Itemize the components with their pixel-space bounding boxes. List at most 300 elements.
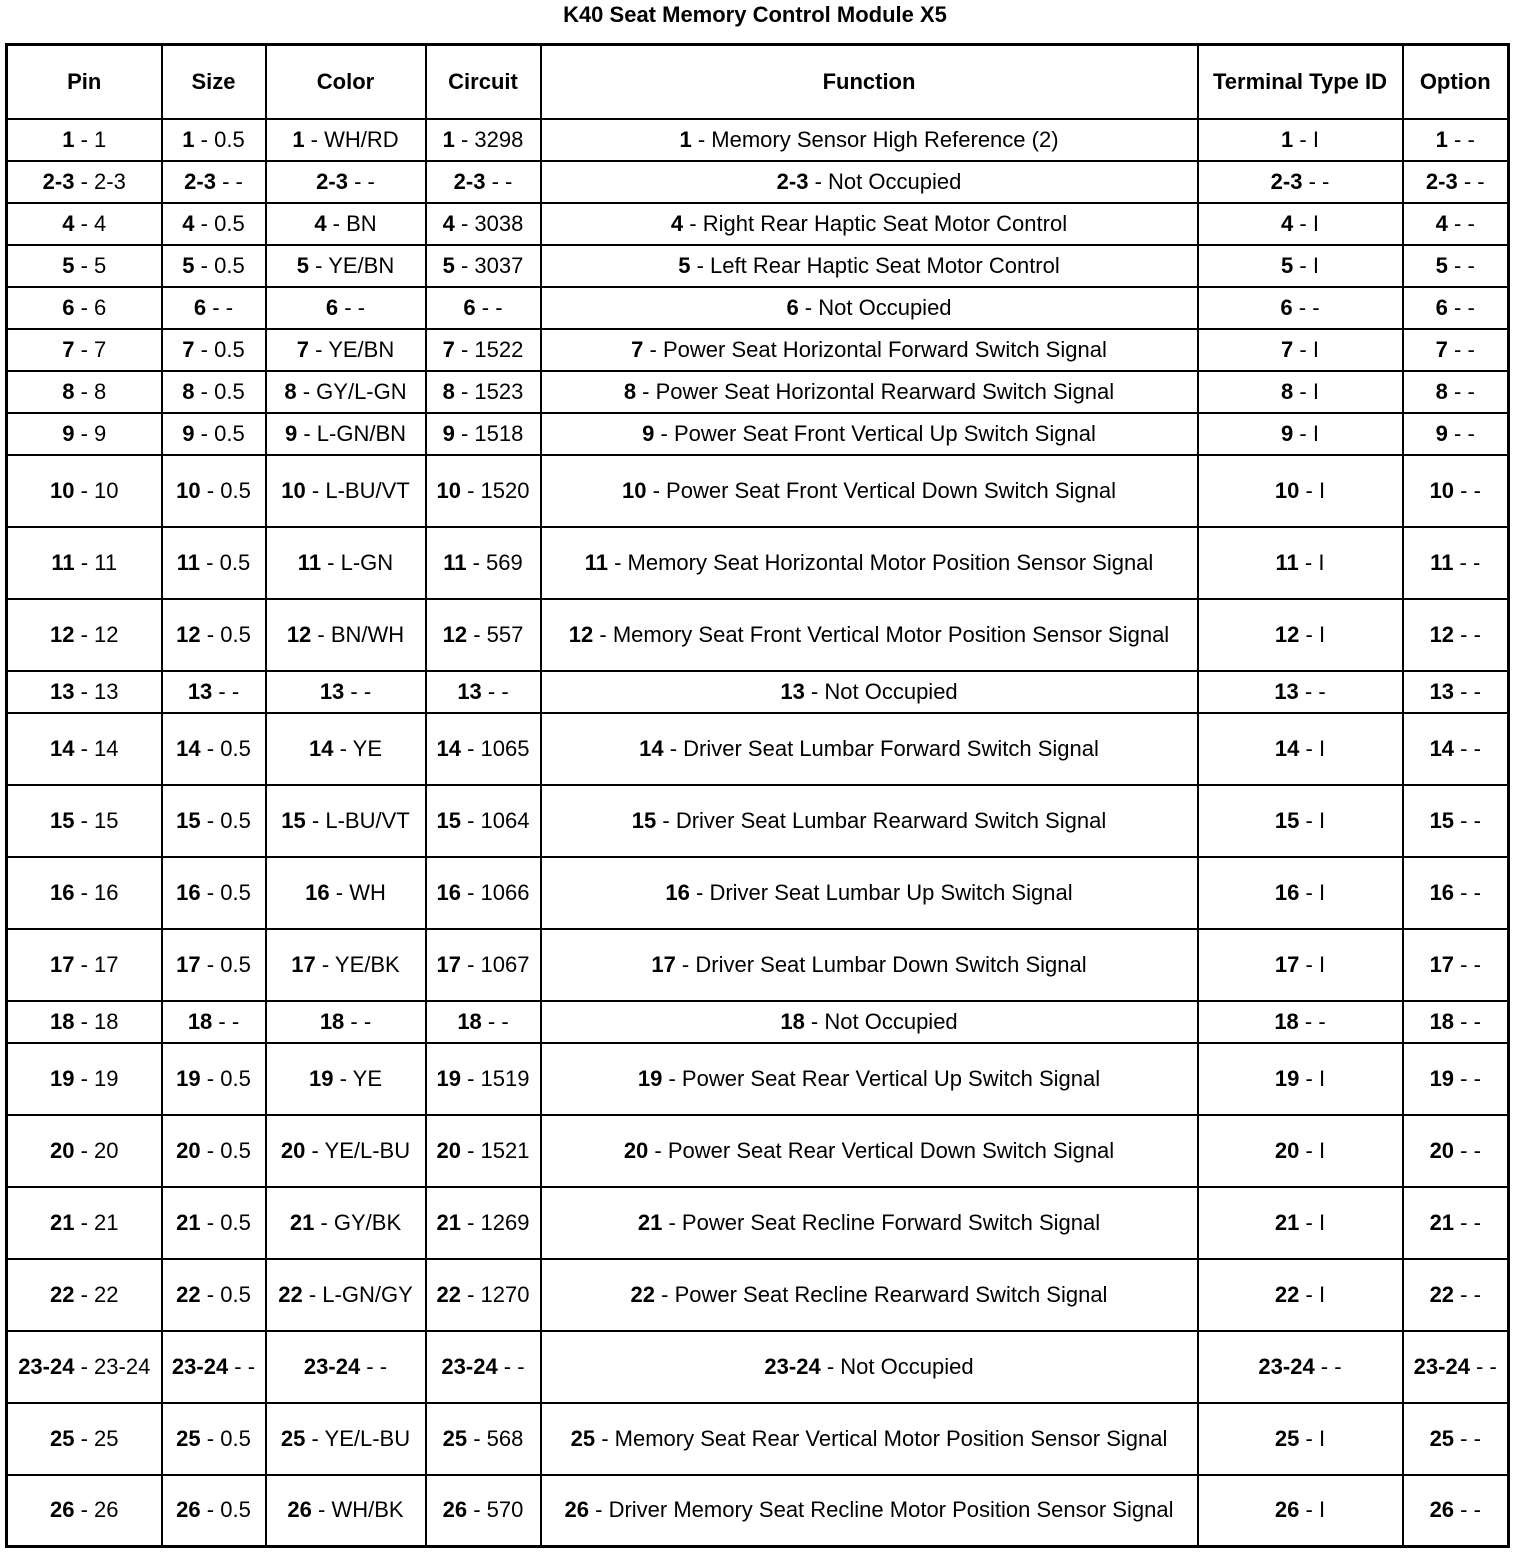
cell-function: 6 - Not Occupied xyxy=(541,287,1198,329)
cell-size-key: 15 xyxy=(176,807,201,833)
cell-circuit-key: 1 xyxy=(442,126,455,152)
cell-terminal-value: I xyxy=(1312,378,1319,404)
cell-terminal-value: I xyxy=(1312,210,1319,236)
cell-circuit-key: 2-3 xyxy=(453,168,486,194)
table-row xyxy=(7,371,1509,413)
cell-function-key: 7 xyxy=(631,336,644,362)
cell-color-value: GY/L-GN xyxy=(316,378,407,404)
cell-circuit-value: 1523 xyxy=(474,378,524,404)
cell-function: 5 - Left Rear Haptic Seat Motor Control xyxy=(541,245,1198,287)
cell-function-value: Driver Memory Seat Recline Motor Position Sensor Signal xyxy=(608,1497,1174,1523)
cell-pin-key: 18 xyxy=(49,1008,75,1034)
cell-terminal-key: 8 xyxy=(1281,378,1294,404)
cell-size-key: 6 xyxy=(193,294,207,320)
cell-terminal-value: I xyxy=(1312,252,1319,278)
cell-function: 19 - Power Seat Rear Vertical Up Switch Signal xyxy=(541,1043,1198,1115)
cell-pin-value: 9 xyxy=(94,420,107,446)
cell-size-value: - xyxy=(225,294,234,320)
cell-option: 10 - - xyxy=(1403,455,1509,527)
cell-circuit-value: 3037 xyxy=(474,252,524,278)
cell-color-value: YE/L-BU xyxy=(324,1137,411,1163)
cell-terminal: 22 - I xyxy=(1198,1259,1403,1331)
cell-size: 22 - 0.5 xyxy=(162,1259,266,1331)
cell-terminal: 10 - I xyxy=(1198,455,1403,527)
cell-circuit-value: - xyxy=(517,1353,525,1379)
cell-pin-value: 20 xyxy=(94,1137,119,1163)
cell-circuit-value: 1067 xyxy=(480,951,530,977)
cell-option: 21 - - xyxy=(1403,1187,1509,1259)
cell-terminal-key: 2-3 xyxy=(1270,168,1303,194)
cell-terminal: 15 - I xyxy=(1198,785,1403,857)
cell-option-key: 15 xyxy=(1429,807,1455,833)
table-row xyxy=(7,1259,1509,1331)
cell-function: 25 - Memory Seat Rear Vertical Motor Position Sensor Signal xyxy=(541,1403,1198,1475)
cell-circuit-key: 22 xyxy=(436,1281,461,1307)
table-row xyxy=(7,1475,1509,1547)
table-row xyxy=(7,119,1509,161)
cell-circuit: 7 - 1522 xyxy=(426,329,541,371)
cell-size: 4 - 0.5 xyxy=(162,203,266,245)
cell-color: 22 - L-GN/GY xyxy=(266,1259,426,1331)
cell-option-key: 11 xyxy=(1430,549,1454,575)
cell-circuit-key: 17 xyxy=(436,951,461,977)
cell-function-value: Driver Seat Lumbar Down Switch Signal xyxy=(695,951,1087,977)
cell-color: 9 - L-GN/BN xyxy=(266,413,426,455)
cell-circuit-value: 568 xyxy=(486,1425,524,1451)
cell-color-key: 8 xyxy=(284,378,297,404)
cell-circuit-value: 557 xyxy=(486,621,524,647)
col-header-color: Color xyxy=(266,45,426,119)
cell-option: 26 - - xyxy=(1403,1475,1509,1547)
cell-circuit-key: 12 xyxy=(442,621,468,647)
cell-pin: 16 - 16 xyxy=(7,857,162,929)
cell-color: 26 - WH/BK xyxy=(266,1475,426,1547)
cell-color-key: 19 xyxy=(309,1065,334,1091)
cell-function: 23-24 - Not Occupied xyxy=(541,1331,1198,1403)
cell-circuit: 2-3 - - xyxy=(426,161,541,203)
cell-color: 14 - YE xyxy=(266,713,426,785)
cell-size-value: 0.5 xyxy=(214,378,245,404)
cell-color-value: YE/BN xyxy=(328,252,395,278)
table-row xyxy=(7,287,1509,329)
cell-circuit: 19 - 1519 xyxy=(426,1043,541,1115)
cell-terminal-key: 25 xyxy=(1274,1425,1300,1451)
cell-color-value: GY/BK xyxy=(333,1209,402,1235)
cell-option: 17 - - xyxy=(1403,929,1509,1001)
cell-color: 8 - GY/L-GN xyxy=(266,371,426,413)
cell-terminal-key: 14 xyxy=(1274,735,1300,761)
cell-function-key: 9 xyxy=(642,420,655,446)
cell-terminal-value: I xyxy=(1318,735,1326,761)
cell-circuit-key: 14 xyxy=(436,735,461,761)
cell-circuit-value: 1518 xyxy=(474,420,524,446)
cell-option-key: 21 xyxy=(1429,1209,1455,1235)
cell-option-key: 9 xyxy=(1435,420,1448,446)
cell-option-value: - xyxy=(1489,1353,1497,1379)
cell-circuit-value: 3298 xyxy=(474,126,524,152)
cell-terminal-key: 1 xyxy=(1281,126,1294,152)
cell-size: 19 - 0.5 xyxy=(162,1043,266,1115)
cell-circuit-key: 10 xyxy=(436,477,461,503)
cell-option: 22 - - xyxy=(1403,1259,1509,1331)
cell-function-value: Not Occupied xyxy=(840,1353,974,1379)
cell-circuit-value: - xyxy=(501,678,509,704)
col-header-terminal-type-id: Terminal Type ID xyxy=(1198,45,1403,119)
cell-terminal-value: I xyxy=(1318,879,1326,905)
cell-pin-value: 25 xyxy=(94,1425,119,1451)
cell-option: 8 - - xyxy=(1403,371,1509,413)
cell-pin-key: 12 xyxy=(49,621,75,647)
cell-size: 21 - 0.5 xyxy=(162,1187,266,1259)
cell-option: 23-24 - - xyxy=(1403,1331,1509,1403)
cell-pin-key: 16 xyxy=(49,879,75,905)
cell-size: 14 - 0.5 xyxy=(162,713,266,785)
cell-function: 9 - Power Seat Front Vertical Up Switch Signal xyxy=(541,413,1198,455)
cell-circuit: 16 - 1066 xyxy=(426,857,541,929)
table-row xyxy=(7,1043,1509,1115)
cell-color-key: 25 xyxy=(280,1425,306,1451)
cell-color-value: YE/L-BU xyxy=(324,1425,411,1451)
cell-pin-value: 5 xyxy=(94,252,107,278)
cell-size: 13 - - xyxy=(162,671,266,713)
cell-circuit-value: 1269 xyxy=(480,1209,530,1235)
cell-function: 13 - Not Occupied xyxy=(541,671,1198,713)
cell-function-key: 5 xyxy=(678,252,691,278)
cell-color-value: BN xyxy=(346,210,377,236)
cell-function-key: 6 xyxy=(786,294,799,320)
table-row xyxy=(7,599,1509,671)
cell-terminal-value: I xyxy=(1318,549,1325,575)
cell-color-value: WH/RD xyxy=(324,126,399,152)
cell-function: 8 - Power Seat Horizontal Rearward Switch Signal xyxy=(541,371,1198,413)
cell-option: 20 - - xyxy=(1403,1115,1509,1187)
cell-color-value: - xyxy=(363,678,372,704)
cell-pin-value: 16 xyxy=(94,879,119,905)
cell-terminal-value: I xyxy=(1318,807,1326,833)
cell-option: 19 - - xyxy=(1403,1043,1509,1115)
cell-pin-value: 6 xyxy=(94,294,107,320)
cell-circuit: 11 - 569 xyxy=(426,527,541,599)
cell-size-value: 0.5 xyxy=(220,807,251,833)
cell-pin: 18 - 18 xyxy=(7,1001,162,1043)
cell-terminal-value: I xyxy=(1318,621,1326,647)
cell-pin-value: 7 xyxy=(94,336,107,362)
cell-pin: 5 - 5 xyxy=(7,245,162,287)
cell-terminal-key: 20 xyxy=(1274,1137,1300,1163)
cell-option: 14 - - xyxy=(1403,713,1509,785)
cell-pin: 13 - 13 xyxy=(7,671,162,713)
table-row xyxy=(7,245,1509,287)
cell-circuit-key: 11 xyxy=(443,549,467,575)
table-row xyxy=(7,329,1509,371)
cell-size: 1 - 0.5 xyxy=(162,119,266,161)
cell-pin: 9 - 9 xyxy=(7,413,162,455)
cell-color-key: 16 xyxy=(305,879,330,905)
cell-pin: 25 - 25 xyxy=(7,1403,162,1475)
cell-size-value: 0.5 xyxy=(220,1497,251,1523)
cell-pin-value: 15 xyxy=(94,807,119,833)
cell-color-key: 18 xyxy=(319,1008,345,1034)
cell-option-key: 6 xyxy=(1435,294,1448,320)
cell-color: 7 - YE/BN xyxy=(266,329,426,371)
cell-terminal-key: 7 xyxy=(1281,336,1294,362)
cell-color-value: YE/BN xyxy=(328,336,395,362)
cell-pin-key: 6 xyxy=(62,294,75,320)
cell-terminal: 18 - - xyxy=(1198,1001,1403,1043)
cell-terminal: 13 - - xyxy=(1198,671,1403,713)
table-row xyxy=(7,527,1509,599)
cell-color-key: 7 xyxy=(296,336,310,362)
cell-option: 9 - - xyxy=(1403,413,1509,455)
cell-size-key: 13 xyxy=(187,678,213,704)
cell-option-value: - xyxy=(1473,477,1481,503)
cell-pin: 7 - 7 xyxy=(7,329,162,371)
cell-circuit-value: 1519 xyxy=(480,1065,530,1091)
cell-circuit-key: 8 xyxy=(442,378,455,404)
cell-size-value: - xyxy=(231,1008,240,1034)
cell-option-key: 12 xyxy=(1429,621,1455,647)
cell-pin: 17 - 17 xyxy=(7,929,162,1001)
cell-color-key: 12 xyxy=(286,621,312,647)
cell-function: 15 - Driver Seat Lumbar Rearward Switch Signal xyxy=(541,785,1198,857)
cell-color-key: 4 xyxy=(314,210,327,236)
cell-circuit-value: 3038 xyxy=(474,210,524,236)
cell-option-value: - xyxy=(1467,378,1475,404)
cell-option-value: - xyxy=(1473,1065,1481,1091)
cell-size-key: 18 xyxy=(187,1008,213,1034)
table-row xyxy=(7,203,1509,245)
cell-function-key: 21 xyxy=(637,1209,663,1235)
cell-pin-key: 13 xyxy=(49,678,75,704)
cell-circuit-key: 6 xyxy=(463,294,476,320)
cell-terminal: 17 - I xyxy=(1198,929,1403,1001)
cell-color: 17 - YE/BK xyxy=(266,929,426,1001)
cell-pin-value: 8 xyxy=(94,378,107,404)
cell-circuit-value: 1521 xyxy=(480,1137,530,1163)
cell-size-key: 19 xyxy=(176,1065,201,1091)
cell-size: 16 - 0.5 xyxy=(162,857,266,929)
cell-circuit: 9 - 1518 xyxy=(426,413,541,455)
cell-circuit-value: 570 xyxy=(486,1497,524,1523)
cell-function-key: 18 xyxy=(780,1008,805,1034)
cell-function-value: Right Rear Haptic Seat Motor Control xyxy=(702,210,1068,236)
cell-color: 6 - - xyxy=(266,287,426,329)
cell-color-value: - xyxy=(379,1353,388,1379)
cell-function-key: 16 xyxy=(665,879,690,905)
cell-size-value: 0.5 xyxy=(220,1137,251,1163)
cell-function-value: Not Occupied xyxy=(824,678,958,704)
cell-circuit: 4 - 3038 xyxy=(426,203,541,245)
cell-pin-value: 23-24 xyxy=(94,1353,151,1379)
cell-option-value: - xyxy=(1467,420,1475,446)
cell-option: 25 - - xyxy=(1403,1403,1509,1475)
cell-function-value: Power Seat Front Vertical Up Switch Signal xyxy=(673,420,1096,446)
cell-terminal-key: 4 xyxy=(1281,210,1294,236)
cell-function-key: 25 xyxy=(570,1425,596,1451)
cell-circuit: 17 - 1067 xyxy=(426,929,541,1001)
cell-size-key: 25 xyxy=(176,1425,201,1451)
cell-function-value: Memory Seat Horizontal Motor Position Sensor Signal xyxy=(627,549,1154,575)
cell-size-key: 14 xyxy=(176,735,201,761)
cell-function-value: Driver Seat Lumbar Rearward Switch Signal xyxy=(675,807,1107,833)
table-row xyxy=(7,671,1509,713)
cell-function-key: 19 xyxy=(637,1065,663,1091)
col-header-function: Function xyxy=(541,45,1198,119)
cell-function: 7 - Power Seat Horizontal Forward Switch Signal xyxy=(541,329,1198,371)
cell-option-value: - xyxy=(1473,951,1481,977)
cell-pin: 4 - 4 xyxy=(7,203,162,245)
cell-function-key: 14 xyxy=(639,735,664,761)
header-row xyxy=(7,45,1509,119)
cell-color: 1 - WH/RD xyxy=(266,119,426,161)
cell-size-value: - xyxy=(231,678,240,704)
cell-terminal: 7 - I xyxy=(1198,329,1403,371)
cell-size-key: 16 xyxy=(176,879,201,905)
connector-table xyxy=(5,43,1510,1548)
cell-pin: 15 - 15 xyxy=(7,785,162,857)
cell-circuit-key: 16 xyxy=(436,879,461,905)
cell-size: 25 - 0.5 xyxy=(162,1403,266,1475)
cell-terminal-key: 15 xyxy=(1274,807,1300,833)
cell-pin-key: 19 xyxy=(49,1065,75,1091)
cell-color: 18 - - xyxy=(266,1001,426,1043)
cell-circuit-key: 19 xyxy=(436,1065,461,1091)
cell-size: 15 - 0.5 xyxy=(162,785,266,857)
cell-color-key: 15 xyxy=(281,807,306,833)
cell-function-key: 2-3 xyxy=(776,168,809,194)
cell-function: 18 - Not Occupied xyxy=(541,1001,1198,1043)
cell-terminal-value: I xyxy=(1318,1209,1326,1235)
cell-color-key: 11 xyxy=(297,549,322,575)
cell-option-value: - xyxy=(1473,678,1481,704)
cell-color-key: 23-24 xyxy=(303,1353,361,1379)
cell-option-value: - xyxy=(1473,807,1481,833)
cell-pin-key: 21 xyxy=(49,1209,75,1235)
cell-option-key: 2-3 xyxy=(1425,168,1458,194)
cell-color: 20 - YE/L-BU xyxy=(266,1115,426,1187)
cell-color-key: 14 xyxy=(309,735,334,761)
cell-size-value: 0.5 xyxy=(214,126,245,152)
cell-color-value: L-GN xyxy=(340,549,394,575)
cell-option-key: 26 xyxy=(1429,1497,1455,1523)
cell-size-key: 12 xyxy=(176,621,201,647)
table-row xyxy=(7,1331,1509,1403)
cell-pin-key: 4 xyxy=(62,210,75,236)
cell-circuit: 22 - 1270 xyxy=(426,1259,541,1331)
cell-circuit-key: 23-24 xyxy=(441,1353,498,1379)
cell-function-key: 20 xyxy=(623,1137,649,1163)
cell-size-key: 2-3 xyxy=(184,168,216,194)
table-row xyxy=(7,785,1509,857)
cell-option-key: 13 xyxy=(1429,678,1455,704)
col-header-pin: Pin xyxy=(7,45,162,119)
cell-pin: 20 - 20 xyxy=(7,1115,162,1187)
cell-color-key: 20 xyxy=(280,1137,306,1163)
cell-size-key: 21 xyxy=(176,1209,201,1235)
cell-size: 2-3 - - xyxy=(162,161,266,203)
cell-pin: 14 - 14 xyxy=(7,713,162,785)
cell-color-key: 21 xyxy=(289,1209,315,1235)
cell-option-value: - xyxy=(1467,126,1475,152)
cell-color-value: L-GN/GY xyxy=(322,1281,413,1307)
cell-size-value: 0.5 xyxy=(220,879,251,905)
cell-circuit-value: - xyxy=(505,168,513,194)
cell-size-value: 0.5 xyxy=(214,210,245,236)
cell-pin-key: 8 xyxy=(62,378,75,404)
cell-circuit: 13 - - xyxy=(426,671,541,713)
cell-size-key: 7 xyxy=(182,336,195,362)
cell-option-key: 10 xyxy=(1429,477,1455,503)
cell-option-value: - xyxy=(1467,252,1475,278)
cell-option: 18 - - xyxy=(1403,1001,1509,1043)
cell-circuit-value: 1522 xyxy=(474,336,524,362)
cell-size-value: 0.5 xyxy=(214,420,245,446)
cell-option: 5 - - xyxy=(1403,245,1509,287)
cell-circuit-key: 7 xyxy=(442,336,455,362)
cell-pin: 26 - 26 xyxy=(7,1475,162,1547)
cell-terminal-value: I xyxy=(1318,1281,1326,1307)
cell-function-key: 15 xyxy=(631,807,657,833)
col-header-circuit: Circuit xyxy=(426,45,541,119)
cell-circuit-key: 5 xyxy=(442,252,455,278)
cell-terminal: 6 - - xyxy=(1198,287,1403,329)
cell-option-value: - xyxy=(1467,210,1475,236)
cell-size: 11 - 0.5 xyxy=(162,527,266,599)
cell-option: 4 - - xyxy=(1403,203,1509,245)
cell-pin-key: 20 xyxy=(49,1137,75,1163)
cell-circuit: 6 - - xyxy=(426,287,541,329)
cell-size-value: 0.5 xyxy=(220,1209,251,1235)
cell-size: 5 - 0.5 xyxy=(162,245,266,287)
cell-option-key: 19 xyxy=(1429,1065,1455,1091)
cell-option-key: 8 xyxy=(1435,378,1448,404)
cell-size: 23-24 - - xyxy=(162,1331,266,1403)
cell-pin-key: 5 xyxy=(62,252,75,278)
cell-terminal: 25 - I xyxy=(1198,1403,1403,1475)
cell-option: 1 - - xyxy=(1403,119,1509,161)
cell-color-key: 13 xyxy=(319,678,345,704)
cell-option-key: 18 xyxy=(1429,1008,1455,1034)
cell-pin-value: 26 xyxy=(94,1497,119,1523)
cell-circuit-value: 1270 xyxy=(480,1281,530,1307)
cell-pin-key: 14 xyxy=(49,735,75,761)
cell-function: 4 - Right Rear Haptic Seat Motor Control xyxy=(541,203,1198,245)
cell-circuit-value: 1066 xyxy=(480,879,530,905)
cell-circuit: 15 - 1064 xyxy=(426,785,541,857)
cell-function-value: Driver Seat Lumbar Up Switch Signal xyxy=(709,879,1073,905)
cell-color-key: 9 xyxy=(284,420,298,446)
cell-size-value: 0.5 xyxy=(220,735,251,761)
cell-function-value: Driver Seat Lumbar Forward Switch Signal xyxy=(683,735,1099,761)
cell-terminal-value: I xyxy=(1318,1497,1326,1523)
cell-terminal-value: - xyxy=(1312,294,1320,320)
cell-color-value: - xyxy=(367,168,375,194)
cell-size-value: 0.5 xyxy=(219,549,251,575)
cell-function-value: Power Seat Recline Rearward Switch Signal xyxy=(674,1281,1108,1307)
cell-function: 12 - Memory Seat Front Vertical Motor Position Sensor Signal xyxy=(541,599,1198,671)
cell-size-value: 0.5 xyxy=(220,477,251,503)
cell-pin: 2-3 - 2-3 xyxy=(7,161,162,203)
cell-circuit-value: 1520 xyxy=(480,477,530,503)
cell-color-key: 17 xyxy=(291,951,316,977)
cell-color: 15 - L-BU/VT xyxy=(266,785,426,857)
cell-circuit-value: 1065 xyxy=(480,735,530,761)
cell-color-value: YE/BK xyxy=(334,951,400,977)
cell-circuit-key: 4 xyxy=(442,210,455,236)
cell-color: 10 - L-BU/VT xyxy=(266,455,426,527)
cell-option-value: - xyxy=(1473,1137,1481,1163)
cell-function: 2-3 - Not Occupied xyxy=(541,161,1198,203)
